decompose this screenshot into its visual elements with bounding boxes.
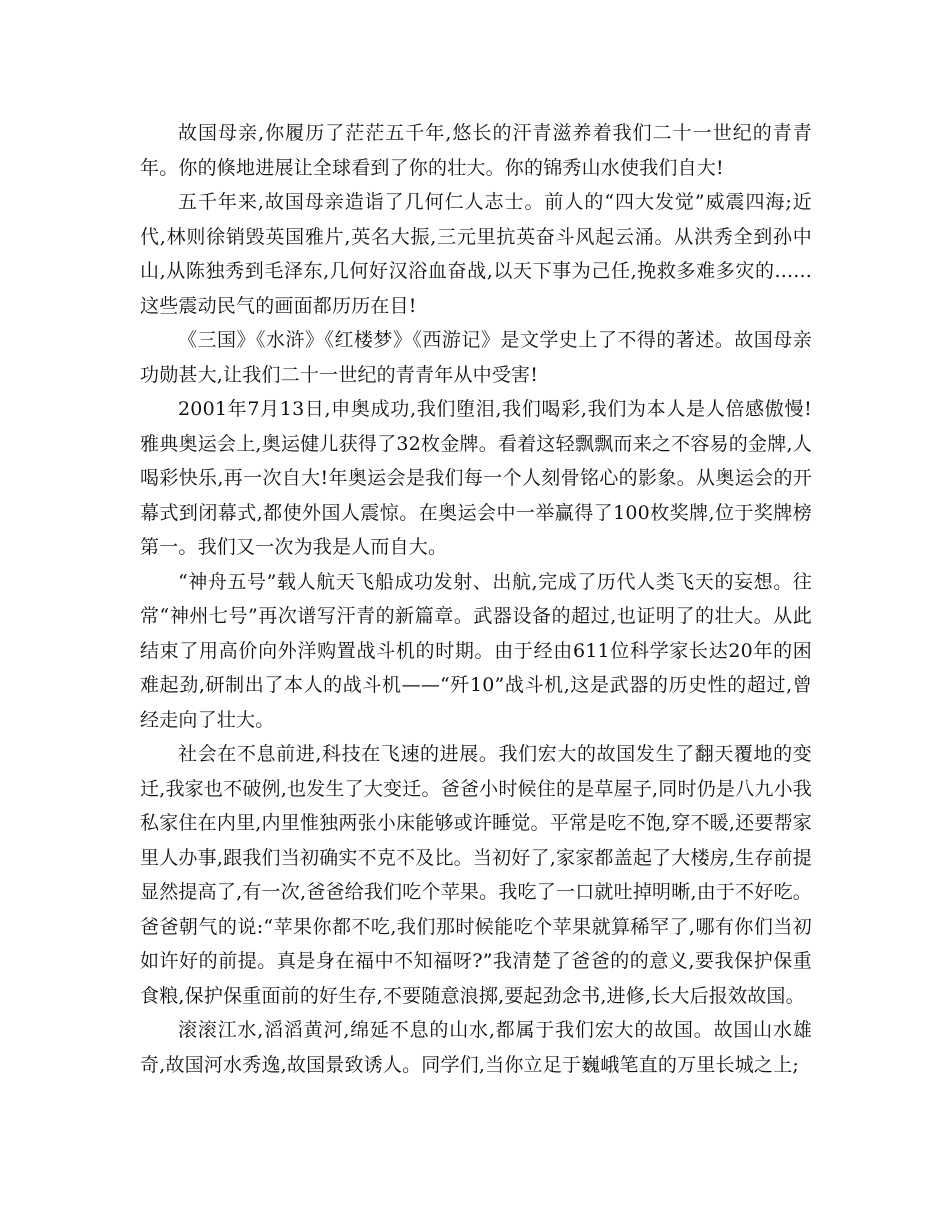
paragraph-literature: 《三国》《水浒》《红楼梦》《西游记》是文学史上了不得的著述。故国母亲功勋甚大,让我们二十一世纪的青青年从中受害!: [140, 329, 812, 386]
paragraph-landscape: 滚滚江水,滔滔黄河,绵延不息的山水,都属于我们宏大的故国。故国山水雄奇,故国河水秀逸,故国景致诱人。同学们,当你立足于巍峨笔直的万里长城之上;: [140, 1019, 812, 1076]
paragraph-motherland-intro: 故国母亲,你履历了茫茫五千年,悠长的汗青滋养着我们二十一世纪的青青年。你的倏地进展让全球看到了你的壮大。你的锦秀山水使我们自大!: [140, 122, 812, 179]
paragraph-olympics: 2001年7月13日,申奥成功,我们堕泪,我们喝彩,我们为本人是人倍感傲慢!雅典奥运会上,奥运健儿获得了32枚金牌。看着这轻飘飘而来之不容易的金牌,人喝彩快乐,再一次自大!年奥运会是我们每一个人刻骨铭心的影象。从奥运会的开幕式到闭幕式,都使外国人震惊。在奥运会中一举赢得了100枚奖牌,位于奖牌榜第一。我们又一次为我是人而自大。: [140, 398, 812, 558]
document-body: [140, 116, 812, 1082]
paragraph-spaceflight: “神舟五号”载人航天飞船成功发射、出航,完成了历代人类飞天的妄想。往常“神州七号”再次谱写汗青的新篇章。武器设备的超过,也证明了的壮大。从此结束了用高价向外洋购置战斗机的时期。由于经由611位科学家长达20年的困难起劲,研制出了本人的战斗机——“歼10”战斗机,这是武器的历史性的超过,曾经走向了壮大。: [140, 570, 812, 731]
paragraph-heroes: 五千年来,故国母亲造诣了几何仁人志士。前人的“四大发觉”威震四海;近代,林则徐销毁英国雅片,英名大振,三元里抗英奋斗风起云涌。从洪秀全到孙中山,从陈独秀到毛泽东,几何好汉浴血奋战,以天下事为己任,挽救多难多灾的......这些震动民气的画面都历历在目!: [140, 191, 812, 317]
paragraph-family-change: 社会在不息前进,科技在飞速的进展。我们宏大的故国发生了翻天覆地的变迁,我家也不破例,也发生了大变迁。爸爸小时候住的是草屋子,同时仍是八九小我私家住在内里,内里惟独两张小床能够或许睡觉。平常是吃不饱,穿不暖,还要帮家里人办事,跟我们当初确实不克不及比。当初好了,家家都盖起了大楼房,生存前提显然提高了,有一次,爸爸给我们吃个苹果。我吃了一口就吐掉明晰,由于不好吃。爸爸朝气的说:“苹果你都不吃,我们那时候能吃个苹果就算稀罕了,哪有你们当初如许好的前提。真是身在福中不知福呀?”我清楚了爸爸的的意义,要我保护保重食粮,保护保重面前的好生存,不要随意浪掷,要起劲念书,进修,长大后报效故国。: [140, 743, 812, 1007]
